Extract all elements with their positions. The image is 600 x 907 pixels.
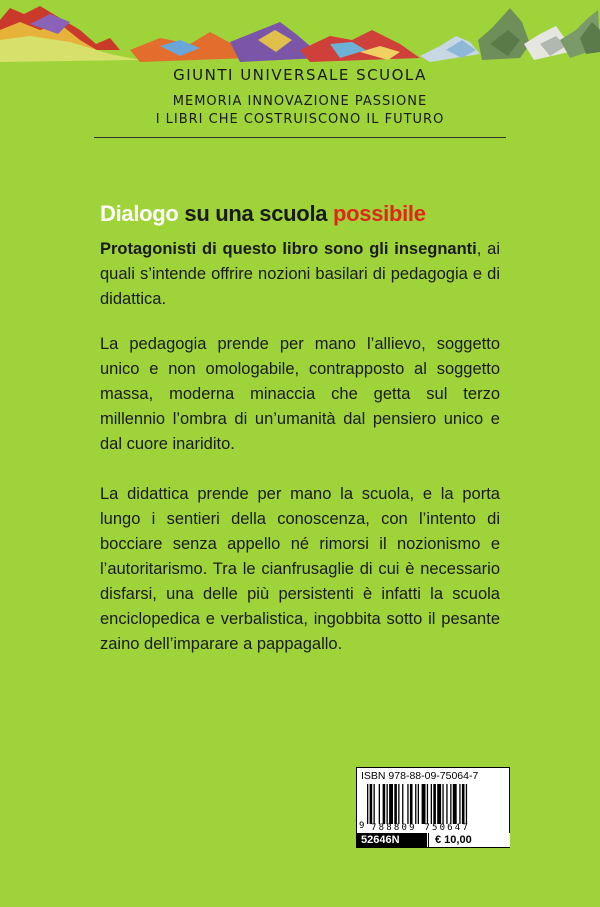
mountain-illustration (0, 0, 600, 64)
paragraph-2: La pedagogia prende per mano l’allievo, soggetto unico e non omologabile, contrapposto al soggetto massa, moderna minaccia che getta sul terzo millennio l’ombra di un’umanità dal pensiero unico e dal cuore inaridito. (100, 335, 500, 453)
barcode-icon (367, 784, 505, 824)
isbn-label: ISBN 978-88-09-75064-7 (361, 770, 479, 782)
barcode-bar (422, 784, 426, 824)
barcode-bar (418, 784, 419, 824)
barcode-bar (402, 784, 403, 824)
barcode-digits: 788809 750647 (371, 823, 471, 833)
barcode-bar (374, 784, 375, 824)
barcode-bar (431, 784, 432, 824)
barcode-bar (383, 784, 386, 824)
barcode-bar (410, 784, 413, 824)
title-part-dialogo: Dialogo (100, 201, 179, 226)
title-part-possibile: possibile (333, 201, 426, 226)
header-divider (94, 137, 506, 138)
barcode-first-digit: 9 (359, 821, 365, 831)
series-name: GIUNTI UNIVERSALE SCUOLA (173, 66, 427, 84)
barcode-bar (394, 784, 397, 824)
barcode-bar (462, 784, 465, 824)
barcode-bar (370, 784, 373, 824)
book-title (100, 201, 426, 227)
price-label: € 10,00 (428, 833, 510, 847)
barcode-bar (459, 784, 460, 824)
barcode-bar (407, 784, 408, 824)
barcode-box (356, 767, 510, 848)
paragraph-1 (100, 237, 500, 312)
barcode-bar (450, 784, 451, 824)
barcode-bar (433, 784, 436, 824)
barcode-bar (446, 784, 447, 824)
paragraph-3: La didattica prende per mano la scuola, e la porta lungo i sentieri della conoscenza, con l’intento di bocciare senza appello né rimorsi il nozionismo e l’autoritarismo. Tra le cianfrusaglie di cui è necessario disfarsi, una delle più persistenti è infatti la scuola enciclopedica e verbalistica, ingobbita sotto il pesante zaino dell’imparare a pappagallo. (100, 485, 500, 653)
barcode-bar (389, 784, 393, 824)
paragraph-1-bold: Protagonisti di questo libro sono gli insegnanti (100, 240, 477, 258)
paragraph-1-rest: , ai quali s’intende offrire nozioni basilari di pedagogia e di didattica. (100, 240, 500, 308)
barcode-bar (398, 784, 399, 824)
barcode-bar (466, 784, 467, 824)
series-tagline-1: MEMORIA INNOVAZIONE PASSIONE (172, 94, 428, 109)
product-code: 52646N (357, 833, 427, 847)
barcode-bar (427, 784, 428, 824)
barcode-bar (453, 784, 457, 824)
barcode-bar (442, 784, 443, 824)
barcode-bar (387, 784, 388, 824)
barcode-bar (379, 784, 380, 824)
title-part-middle: su una scuola (178, 201, 334, 226)
barcode-bar (367, 784, 368, 824)
barcode-bar (415, 784, 416, 824)
series-tagline-2: I LIBRI CHE COSTRUISCONO IL FUTURO (155, 112, 445, 127)
barcode-bar (437, 784, 441, 824)
